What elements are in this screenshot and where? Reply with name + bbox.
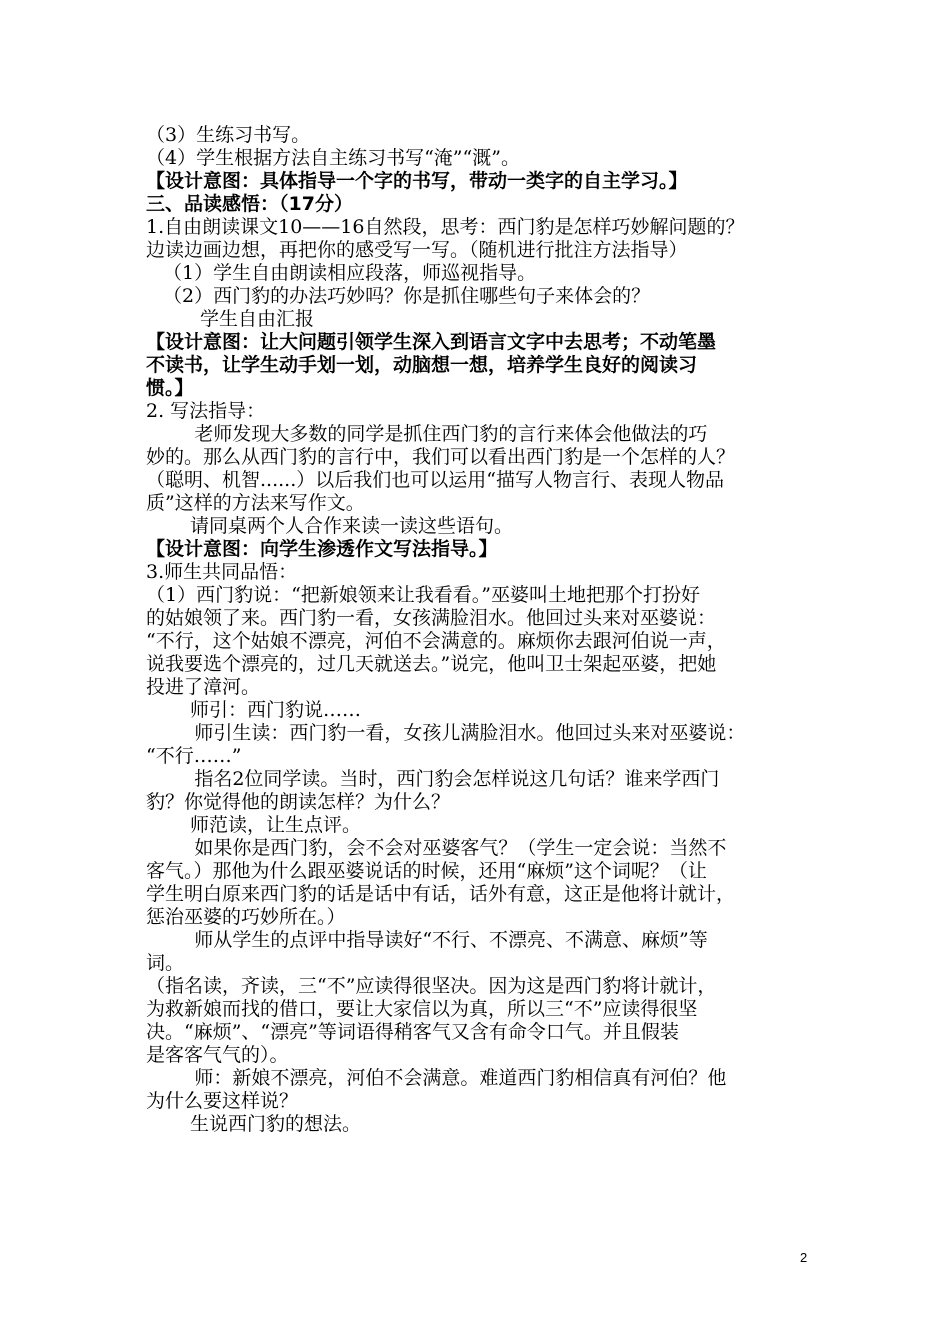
- paragraph-line: （1）西门豹说：“把新娘领来让我看看。”巫婆叫土地把那个打扮好: [146, 584, 701, 606]
- paragraph-line: 说我要选个漂亮的，过几天就送去。”说完，他叫卫士架起巫婆，把她: [146, 653, 717, 675]
- paragraph-line: 3.师生共同品悟：: [146, 561, 298, 583]
- paragraph-line: 为什么要这样说？: [146, 1090, 299, 1112]
- paragraph-line: 决。“麻烦”、“漂亮”等词语得稍客气又含有命令口气。并且假装: [146, 1021, 679, 1043]
- paragraph-line: 1.自由朗读课文10——16自然段，思考：西门豹是怎样巧妙解问题的？: [146, 216, 745, 238]
- paragraph-line: 师：新娘不漂亮，河伯不会满意。难道西门豹相信真有河伯？他: [146, 1067, 727, 1089]
- paragraph-line: 惩治巫婆的巧妙所在。）: [146, 906, 346, 928]
- paragraph-line: 为救新娘而找的借口，要让大家信以为真，所以三“不”应读得很坚: [146, 998, 698, 1020]
- paragraph-line: 词。: [146, 952, 185, 974]
- paragraph-line: （聪明、机智......）以后我们也可以运用“描写人物言行、表现人物品: [146, 469, 724, 491]
- paragraph-line: （4）学生根据方法自主练习书写“淹”“溉”。: [146, 147, 520, 169]
- paragraph-line: 师引生读：西门豹一看，女孩儿满脸泪水。他回过头来对巫婆说：: [146, 722, 746, 744]
- paragraph-line: 2. 写法指导：: [146, 400, 266, 422]
- paragraph-line: （1）学生自由朗读相应段落，师巡视指导。: [163, 262, 537, 284]
- paragraph-line: 指名2位同学读。当时，西门豹会怎样说这几句话？谁来学西门: [146, 768, 720, 790]
- paragraph-line: 学生明白原来西门豹的话是话中有话，话外有意，这正是他将计就计，: [146, 883, 736, 905]
- paragraph-line: 师引：西门豹说……: [190, 699, 362, 721]
- paragraph-line: 学生自由汇报: [200, 308, 315, 330]
- paragraph-line: 妙的。那么从西门豹的言行中，我们可以看出西门豹是一个怎样的人？: [146, 446, 736, 468]
- paragraph-line: 质”这样的方法来写作文。: [146, 492, 365, 514]
- paragraph-line: 豹？你觉得他的朗读怎样？为什么？: [146, 791, 451, 813]
- design-intent-line: 【设计意图：具体指导一个字的书写，带动一类字的自主学习。】: [146, 170, 688, 192]
- paragraph-line: 客气。）那他为什么跟巫婆说话的时候，还用“麻烦”这个词呢？（让: [146, 860, 707, 882]
- paragraph-line: 师从学生的点评中指导读好“不行、不漂亮、不满意、麻烦”等: [146, 929, 708, 951]
- page-number: 2: [800, 1250, 808, 1265]
- paragraph-line: “不行，这个姑娘不漂亮，河伯不会满意的。麻烦你去跟河伯说一声，: [146, 630, 726, 652]
- paragraph-line: 如果你是西门豹，会不会对巫婆客气？（学生一定会说：当然不: [146, 837, 727, 859]
- paragraph-line: 是客客气气的）。: [146, 1044, 289, 1066]
- document-body: [146, 124, 814, 1136]
- paragraph-line: （3）生练习书写。: [146, 124, 311, 146]
- paragraph-line: 请同桌两个人合作来读一读这些语句。: [190, 515, 514, 537]
- design-intent-line: 【设计意图：向学生渗透作文写法指导。】: [146, 538, 498, 560]
- paragraph-line: （2）西门豹的办法巧妙吗？你是抓住哪些句子来体会的？: [163, 285, 651, 307]
- design-intent-line: 【设计意图：让大问题引领学生深入到语言文字中去思考；不动笔墨: [146, 331, 717, 353]
- design-intent-line: 惯。】: [146, 377, 194, 399]
- paragraph-line: 边读边画边想，再把你的感受写一写。（随机进行批注方法指导）: [146, 239, 688, 261]
- paragraph-line: 师范读，让生点评。: [190, 814, 362, 836]
- design-intent-line: 三、品读感悟：（17分）: [146, 193, 353, 215]
- paragraph-line: “不行……”: [146, 745, 242, 767]
- paragraph-line: 生说西门豹的想法。: [190, 1113, 362, 1135]
- paragraph-line: （指名读，齐读，三“不”应读得很坚决。因为这是西门豹将计就计，: [146, 975, 717, 997]
- paragraph-line: 投进了漳河。: [146, 676, 261, 698]
- design-intent-line: 不读书，让学生动手划一划，动脑想一想，培养学生良好的阅读习: [146, 354, 698, 376]
- paragraph-line: 老师发现大多数的同学是抓住西门豹的言行来体会他做法的巧: [146, 423, 708, 445]
- paragraph-line: 的姑娘领了来。西门豹一看，女孩满脸泪水。他回过头来对巫婆说：: [146, 607, 717, 629]
